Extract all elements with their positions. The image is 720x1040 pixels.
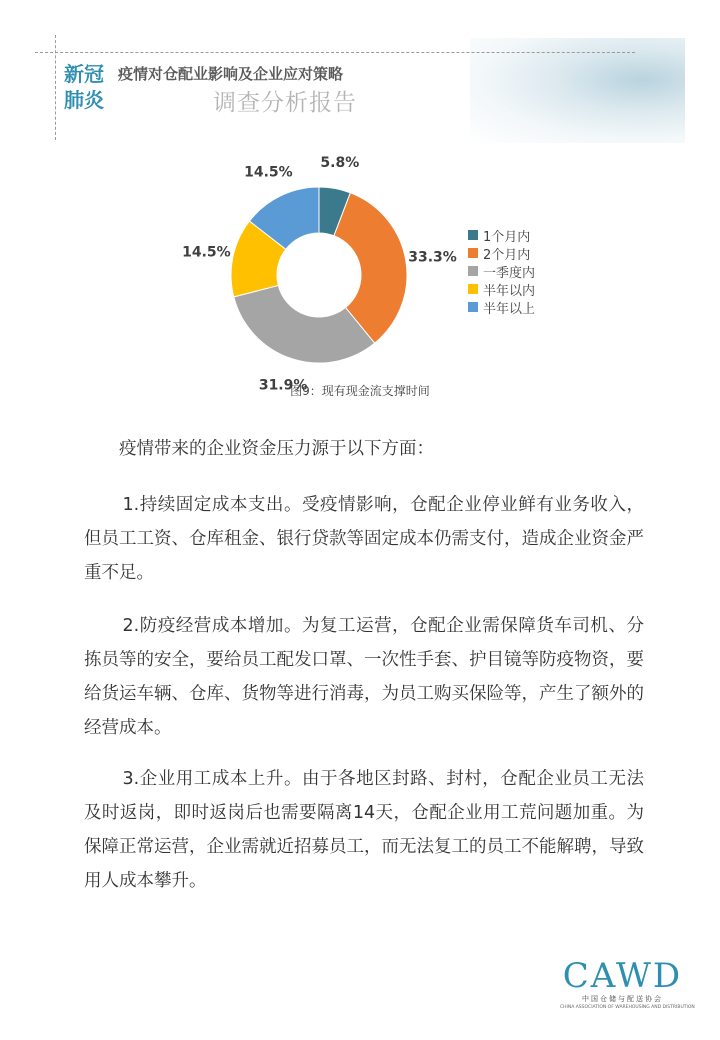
donut-chart (0, 0, 720, 420)
header-tag-line1: 新冠 (64, 62, 104, 86)
slice-value-label: 14.5% (244, 164, 293, 181)
logo-chinese-name: 中国仓储与配送协会 (582, 995, 663, 1003)
intro-paragraph: 疫情带来的企业资金压力源于以下方面： (119, 439, 434, 459)
legend-label: 半年以上 (483, 301, 536, 317)
legend-label: 1个月内 (483, 229, 531, 245)
slice-value-label: 5.8% (320, 154, 360, 171)
legend-item (468, 226, 535, 244)
legend-item (468, 262, 535, 280)
legend-swatch (468, 284, 478, 294)
legend-swatch (468, 230, 478, 240)
legend-item (468, 244, 535, 262)
legend-label: 半年以内 (483, 283, 536, 299)
header-subtitle: 调查分析报告 (213, 90, 357, 116)
logo-wordmark: CAWD (562, 956, 683, 996)
legend-swatch (468, 302, 478, 312)
legend-item (468, 280, 535, 298)
point-paragraph-2: 2.防疫经营成本增加。为复工运营，仓配企业需保障货车司机、分拣员等的安全，要给员工配发口罩、一次性手套、护目镜等防疫物资，要给货运车辆、仓库、货物等进行消毒，为员工购买保险等，产生了额外的经营成本。 (84, 616, 644, 738)
point-paragraph-3: 3.企业用工成本上升。由于各地区封路、封村，仓配企业员工无法及时返岗，即时返岗后也需要隔离14天，仓配企业用工荒问题加重。为保障正常运营，企业需就近招募员工，而无法复工的员工不能解聘，导致用人成本攀升。 (84, 769, 644, 891)
slice-value-label: 33.3% (408, 249, 457, 266)
chart-legend (468, 226, 535, 316)
legend-swatch (468, 266, 478, 276)
legend-label: 一季度内 (483, 265, 536, 281)
logo-english-name: CHINA ASSOCIATION OF WAREHOUSING AND DISTRIBUTION (560, 1005, 695, 1010)
slice-value-label: 14.5% (182, 244, 231, 261)
legend-swatch (468, 248, 478, 258)
legend-item (468, 298, 535, 316)
slice-value-label: 31.9% (258, 377, 308, 394)
point-paragraph-1: 1.持续固定成本支出。受疫情影响，仓配企业停业鲜有业务收入，但员工工资、仓库租金、银行贷款等固定成本仍需支付，造成企业资金严重不足。 (84, 495, 644, 583)
legend-label: 2个月内 (483, 247, 531, 263)
header-tag-line2: 肺炎 (64, 88, 104, 112)
cawd-logo (560, 956, 695, 1012)
donut-slice (234, 285, 375, 363)
header-title: 疫情对仓配业影响及企业应对策略 (118, 65, 344, 83)
chart-caption: 图9：现有现金流支撑时间 (290, 384, 430, 398)
